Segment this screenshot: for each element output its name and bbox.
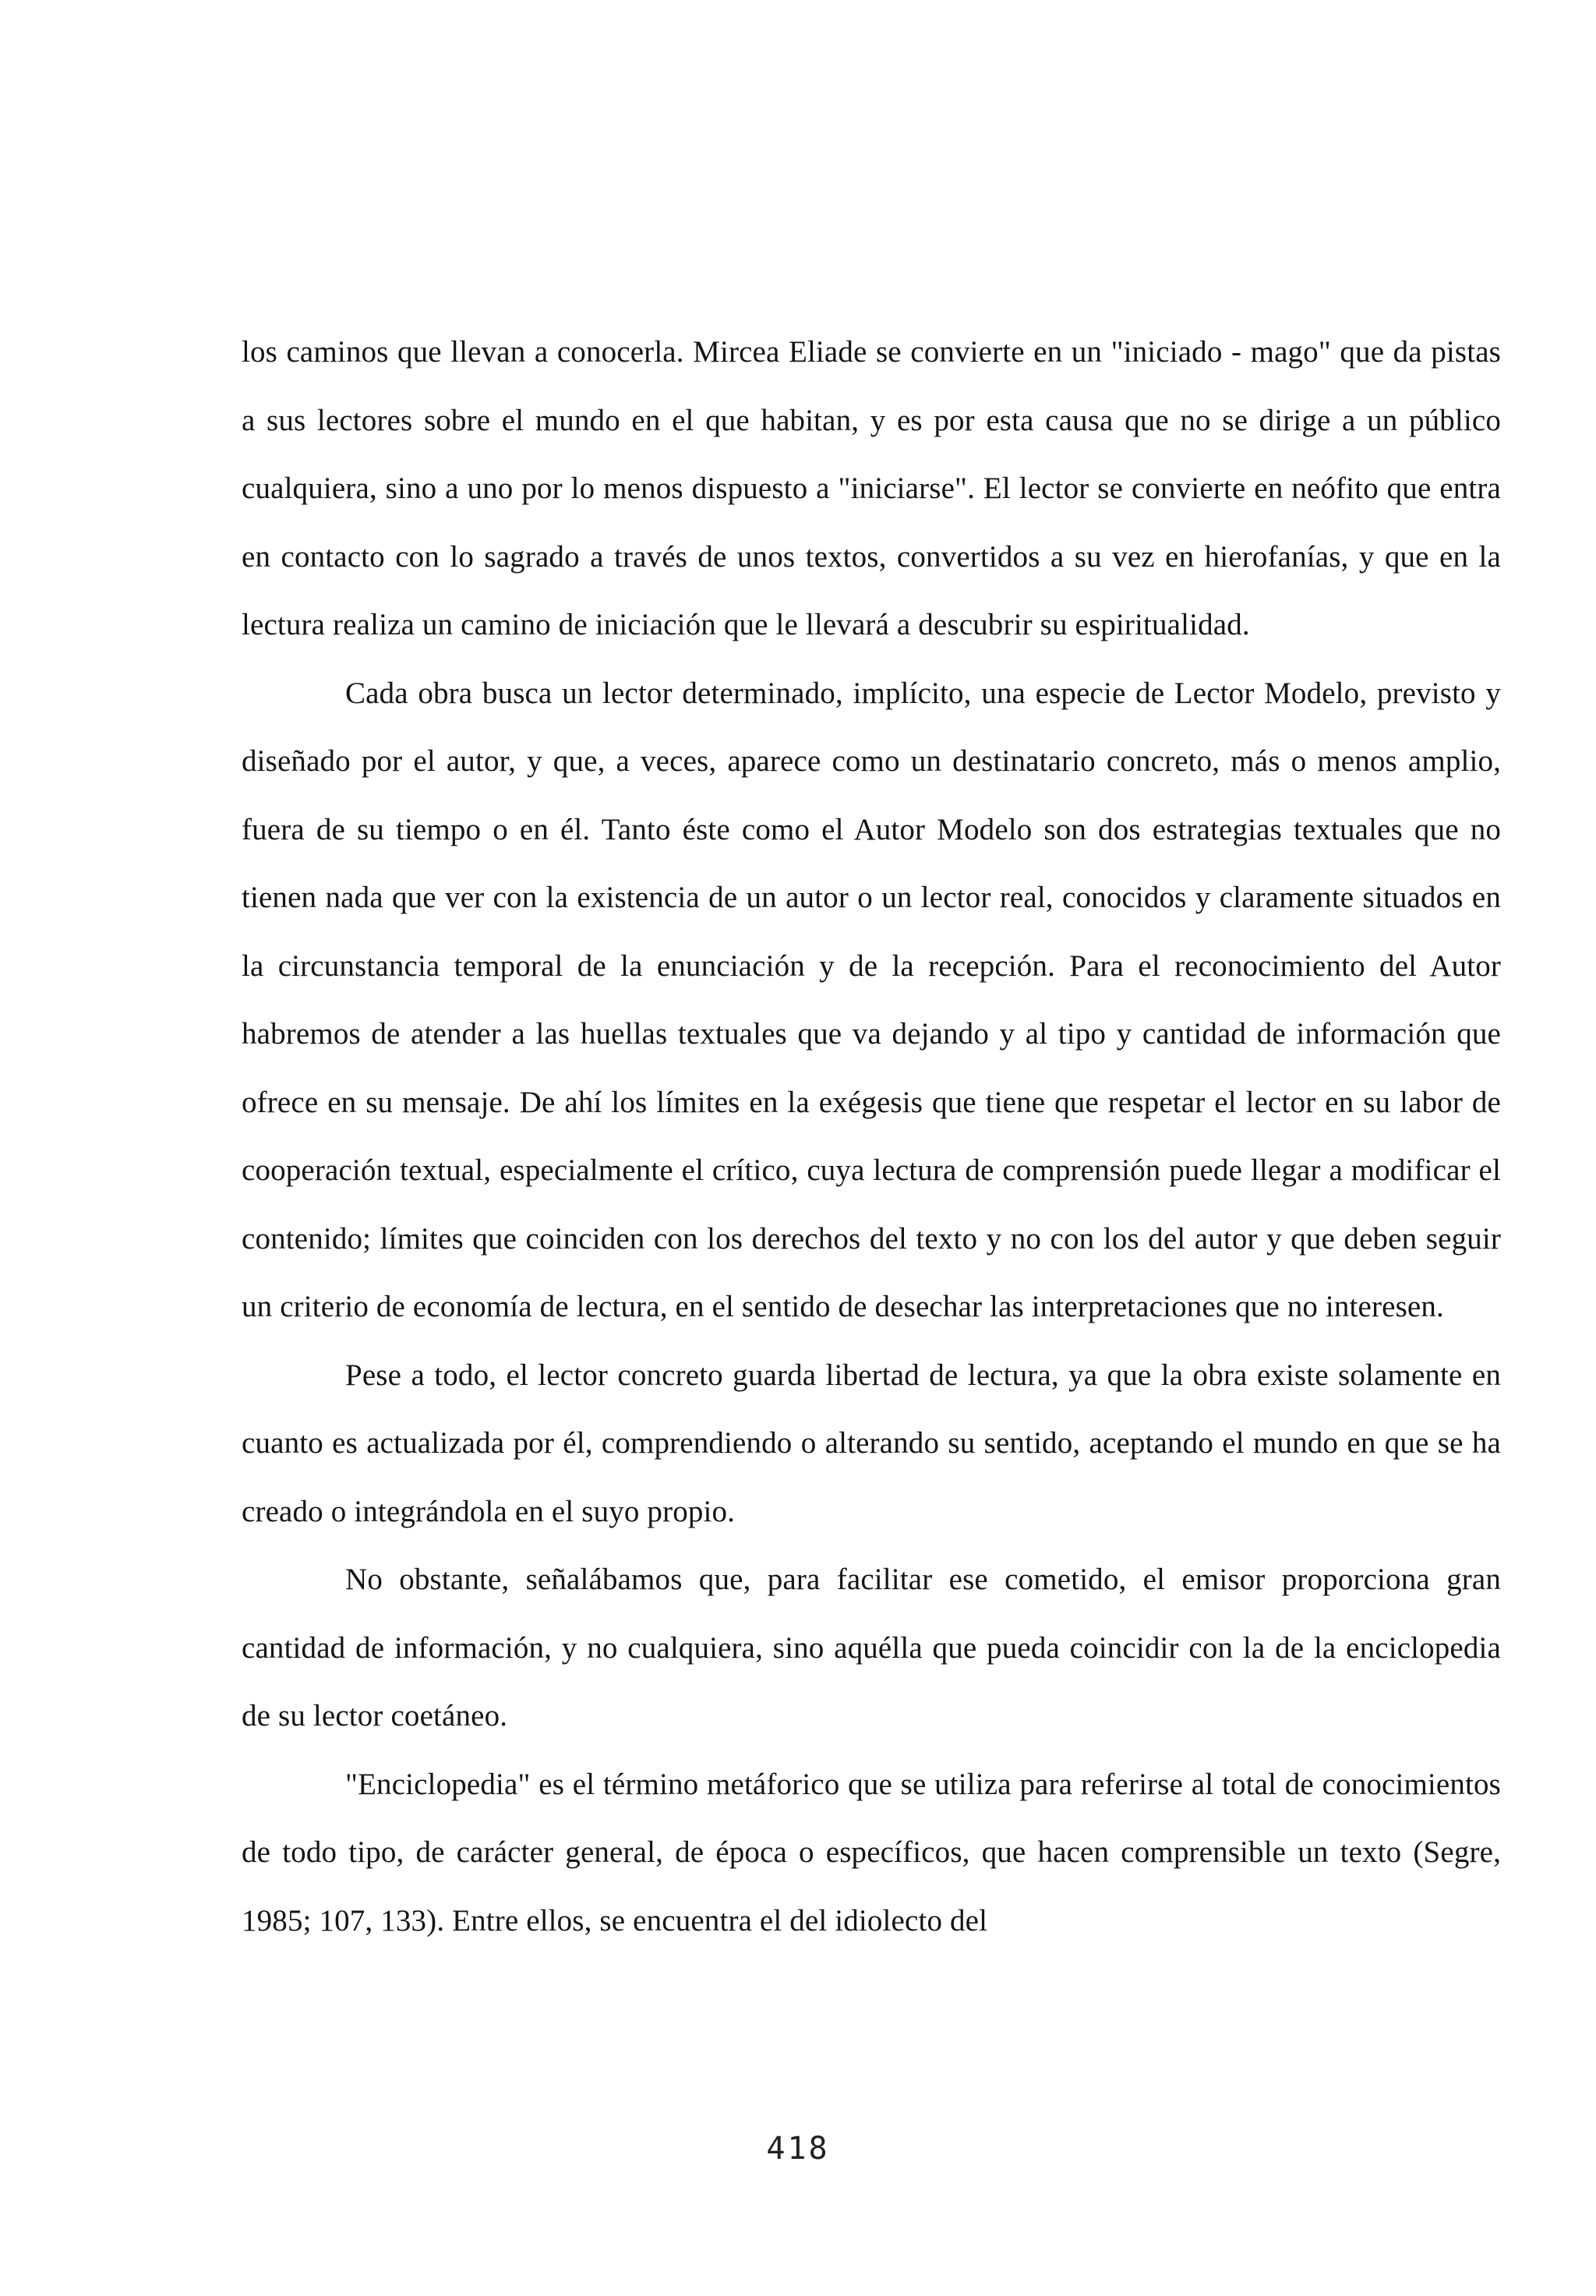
paragraph-2: Cada obra busca un lector determinado, implícito, una especie de Lector Modelo, previsto y diseñado por el autor, y que, a veces, aparece como un destinatario concreto, más o menos amplio, fuera de su tiempo o en él. Tanto éste como el Autor Modelo son dos estrategias textuales que no tienen nada que ver con la existencia de un autor o un lector real, conocidos y claramente situados en la circunstancia temporal de la enunciación y de la recepción. Para el reconocimiento del Autor habremos de atender a las huellas textuales que va dejando y al tipo y cantidad de información que ofrece en su mensaje. De ahí los límites en la exégesis que tiene que respetar el lector en su labor de cooperación textual, especialmente el crítico, cuya lectura de comprensión puede llegar a modificar el contenido; límites que coinciden con los derechos del texto y no con los del autor y que deben seguir un criterio de economía de lectura, en el sentido de desechar las interpretaciones que no interesen.: [242, 676, 1501, 1323]
paragraph-4: No obstante, señalábamos que, para facilitar ese cometido, el emisor proporciona gran cantidad de información, y no cualquiera, sino aquélla que pueda coincidir con la de la enciclopedia de su lector coetáneo.: [242, 1563, 1501, 1733]
paragraph-5: "Enciclopedia" es el término metáforico que se utiliza para referirse al total de conocimientos de todo tipo, de carácter general, de época o específicos, que hacen comprensible un texto (Segre, 1985; 107, 133). Entre ellos, se encuentra el del idiolecto del: [242, 1767, 1501, 1937]
page-number: 418: [766, 2131, 830, 2167]
paragraph-1: los caminos que llevan a conocerla. Mircea Eliade se convierte en un "iniciado - mago" que da pistas a sus lectores sobre el mundo en el que habitan, y es por esta causa que no se dirige a un público cualquiera, sino a uno por lo menos dispuesto a "iniciarse". El lector se convierte en neófito que entra en contacto con lo sagrado a través de unos textos, convertidos a su vez en hierofanías, y que en la lectura realiza un camino de iniciación que le llevará a descubrir su espiritualidad.: [242, 335, 1501, 641]
paragraph-3: Pese a todo, el lector concreto guarda libertad de lectura, ya que la obra existe solamente en cuanto es actualizada por él, comprendiendo o alterando su sentido, aceptando el mundo en que se ha creado o integrándola en el suyo propio.: [242, 1358, 1501, 1528]
body-text: [242, 318, 1501, 1955]
